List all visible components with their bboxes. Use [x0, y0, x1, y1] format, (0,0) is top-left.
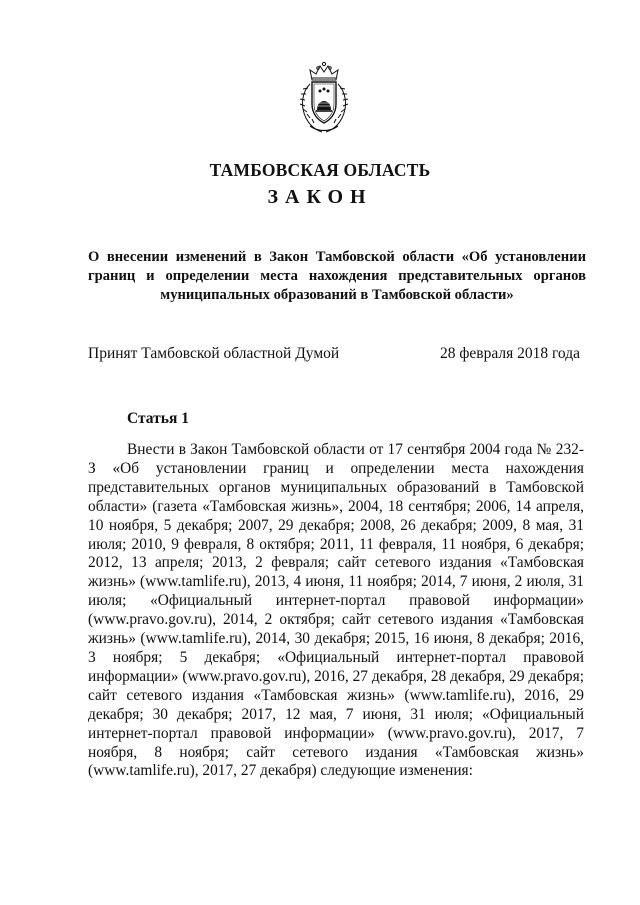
- adoption-date: 28 февраля 2018 года: [439, 345, 580, 362]
- region-name: ТАМБОВСКАЯ ОБЛАСТЬ: [209, 160, 431, 180]
- article-heading: Статья 1: [127, 410, 189, 427]
- adoption-body: Принят Тамбовской областной Думой: [88, 345, 340, 362]
- document-type: ЗАКОН: [267, 186, 373, 208]
- law-title: О внесении изменений в Закон Тамбовской области «Об установлении границ и определении места нахождения представительных органов муниципальных образований в Тамбовской области»: [88, 249, 586, 303]
- coat-of-arms-emblem: [296, 58, 352, 136]
- article-body-paragraph: Внести в Закон Тамбовской области от 17 сентября 2004 года № 232-З «Об установлении границ и определении места нахождения представительных органов муниципальных образований в Тамбовской области» (газета «Тамбовская жизнь», 2004, 18 сентября; 2006, 14 апреля, 10 ноября, 5 декабря; 2007, 29 декабря; 2008, 26 декабря; 2009, 8 мая, 31 июля; 2010, 9 февраля, 8 октября; 2011, 11 февраля, 11 ноября, 6 декабря; 2012, 13 апреля; 2013, 2 февраля; сайт сетевого издания «Тамбовская жизнь» (www.tamlife.ru), 2013, 4 июня, 11 ноября; 2014, 7 июня, 2 июля, 31 июля; «Официальный интернет-портал правовой информации» (www.pravo.gov.ru), 2014, 2 октября; сайт сетевого издания «Тамбовская жизнь» (www.tamlife.ru), 2014, 30 декабря; 2015, 16 июня, 8 декабря; 2016, 3 ноября; 5 декабря; «Официальный интернет-портал правовой информации» (www.pravo.gov.ru), 2016, 27 декабря, 28 декабря, 29 декабря; сайт сетевого издания «Тамбовская жизнь» (www.tamlife.ru), 2016, 29 декабря; 30 декабря; 2017, 12 мая, 7 июня, 31 июля; «Официальный интернет-портал правовой информации» (www.pravo.gov.ru), 2017, 7 ноября, 8 ноября; сайт сетевого издания «Тамбовская жизнь» (www.tamlife.ru), 2017, 27 декабря) следующие изменения:: [88, 441, 584, 780]
- tambov-coat-of-arms-icon: [296, 58, 352, 136]
